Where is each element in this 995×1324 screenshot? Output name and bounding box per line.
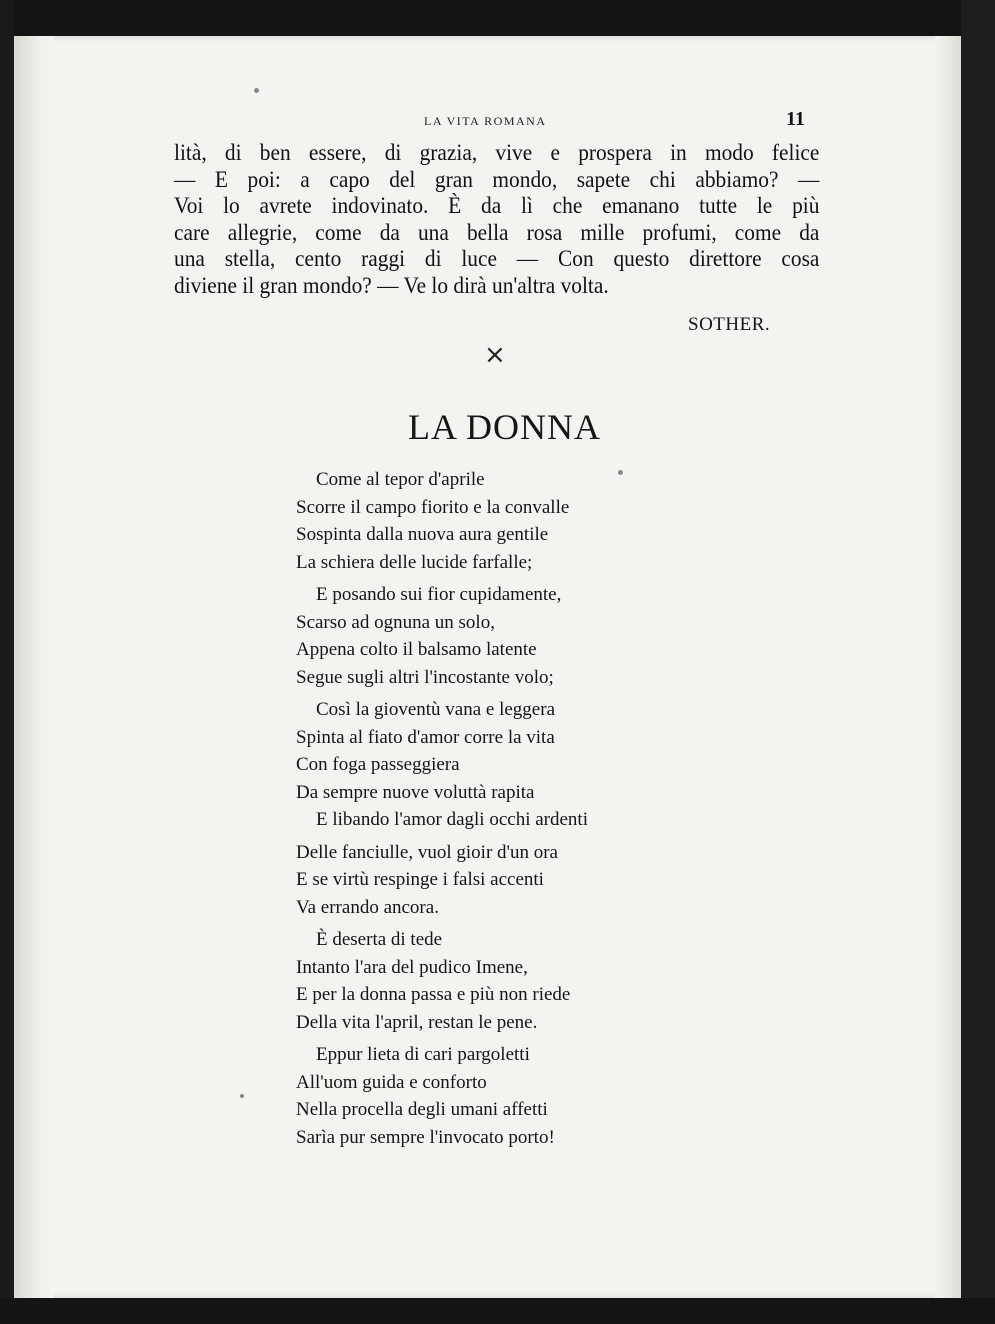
prose-line: — E poi: a capo del gran mondo, sapete chi abbiamo? — bbox=[174, 166, 820, 192]
poem-stanza bbox=[296, 839, 588, 922]
poem-line: Come al tepor d'aprile bbox=[316, 469, 485, 490]
page-right-shadow bbox=[935, 36, 961, 1298]
poem-body bbox=[296, 466, 588, 1151]
prose-paragraph bbox=[174, 140, 819, 299]
ink-speck bbox=[254, 88, 259, 93]
poem-line: E per la donna passa e più non riede bbox=[296, 984, 571, 1005]
poem-line: Così la gioventù vana e leggera bbox=[316, 699, 556, 720]
page-binding-edge bbox=[14, 36, 54, 1298]
poem-line: Della vita l'april, restan le pene. bbox=[296, 1011, 538, 1033]
poem-stanza bbox=[296, 696, 588, 834]
poem-line: Spinta al fiato d'amor corre la vita bbox=[296, 726, 555, 748]
poem-line: E posando sui fior cupidamente, bbox=[316, 584, 562, 605]
prose-line: Voi lo avrete indovinato. È da lì che emanano tutte le più bbox=[174, 193, 820, 218]
poem-line: Da sempre nuove voluttà rapita bbox=[296, 781, 535, 803]
section-separator: × bbox=[484, 340, 506, 370]
poem-line: E se virtù respinge i falsi accenti bbox=[296, 869, 544, 890]
scan-border-bottom bbox=[0, 1298, 995, 1324]
poem-line: Scorre il campo fiorito e la convalle bbox=[296, 496, 570, 518]
prose-line: diviene il gran mondo? — Ve lo dirà un'altra volta. bbox=[174, 272, 609, 298]
poem-line: Scarso ad ognuna un solo, bbox=[296, 611, 495, 633]
scan-border-right bbox=[961, 0, 995, 1324]
poem-line: La schiera delle lucide farfalle; bbox=[296, 551, 533, 573]
poem-title: LA DONNA bbox=[408, 407, 601, 447]
poem-stanza bbox=[296, 466, 588, 576]
book-page bbox=[14, 36, 961, 1298]
poem-stanza bbox=[296, 581, 588, 691]
poem-line: Delle fanciulle, vuol gioir d'un ora bbox=[296, 841, 558, 863]
poem-line: Eppur lieta di cari pargoletti bbox=[316, 1044, 530, 1065]
prose-line: una stella, cento raggi di luce — Con questo direttore cosa bbox=[174, 246, 820, 271]
poem-line: Sospinta dalla nuova aura gentile bbox=[296, 524, 549, 545]
poem-line: Con foga passeggiera bbox=[296, 754, 460, 775]
author-signature: SOTHER. bbox=[688, 314, 771, 335]
poem-line: Nella procella degli umani affetti bbox=[296, 1099, 548, 1120]
poem-line: All'uom guida e conforto bbox=[296, 1071, 487, 1093]
prose-line: care allegrie, come da una bella rosa mille profumi, come da bbox=[174, 219, 820, 245]
poem-line: Sarìa pur sempre l'invocato porto! bbox=[296, 1126, 555, 1148]
running-head bbox=[14, 108, 961, 132]
poem-stanza bbox=[296, 1041, 588, 1151]
poem-line: Va errando ancora. bbox=[296, 896, 439, 918]
poem-line: Appena colto il balsamo latente bbox=[296, 639, 537, 660]
poem-line: Segue sugli altri l'incostante volo; bbox=[296, 666, 554, 688]
scan-border-top bbox=[0, 0, 995, 38]
poem-line: E libando l'amor dagli occhi ardenti bbox=[316, 809, 588, 830]
scan-border-left bbox=[0, 0, 14, 1324]
page-number: 11 bbox=[786, 108, 805, 130]
prose-line: lità, di ben essere, di grazia, vive e prospera in modo felice bbox=[174, 140, 820, 165]
ink-speck bbox=[618, 470, 623, 475]
poem-stanza bbox=[296, 926, 588, 1036]
ink-speck bbox=[240, 1094, 244, 1098]
poem-line: Intanto l'ara del pudico Imene, bbox=[296, 956, 528, 978]
running-title: LA VITA ROMANA bbox=[424, 114, 547, 128]
poem-line: È deserta di tede bbox=[316, 929, 443, 950]
